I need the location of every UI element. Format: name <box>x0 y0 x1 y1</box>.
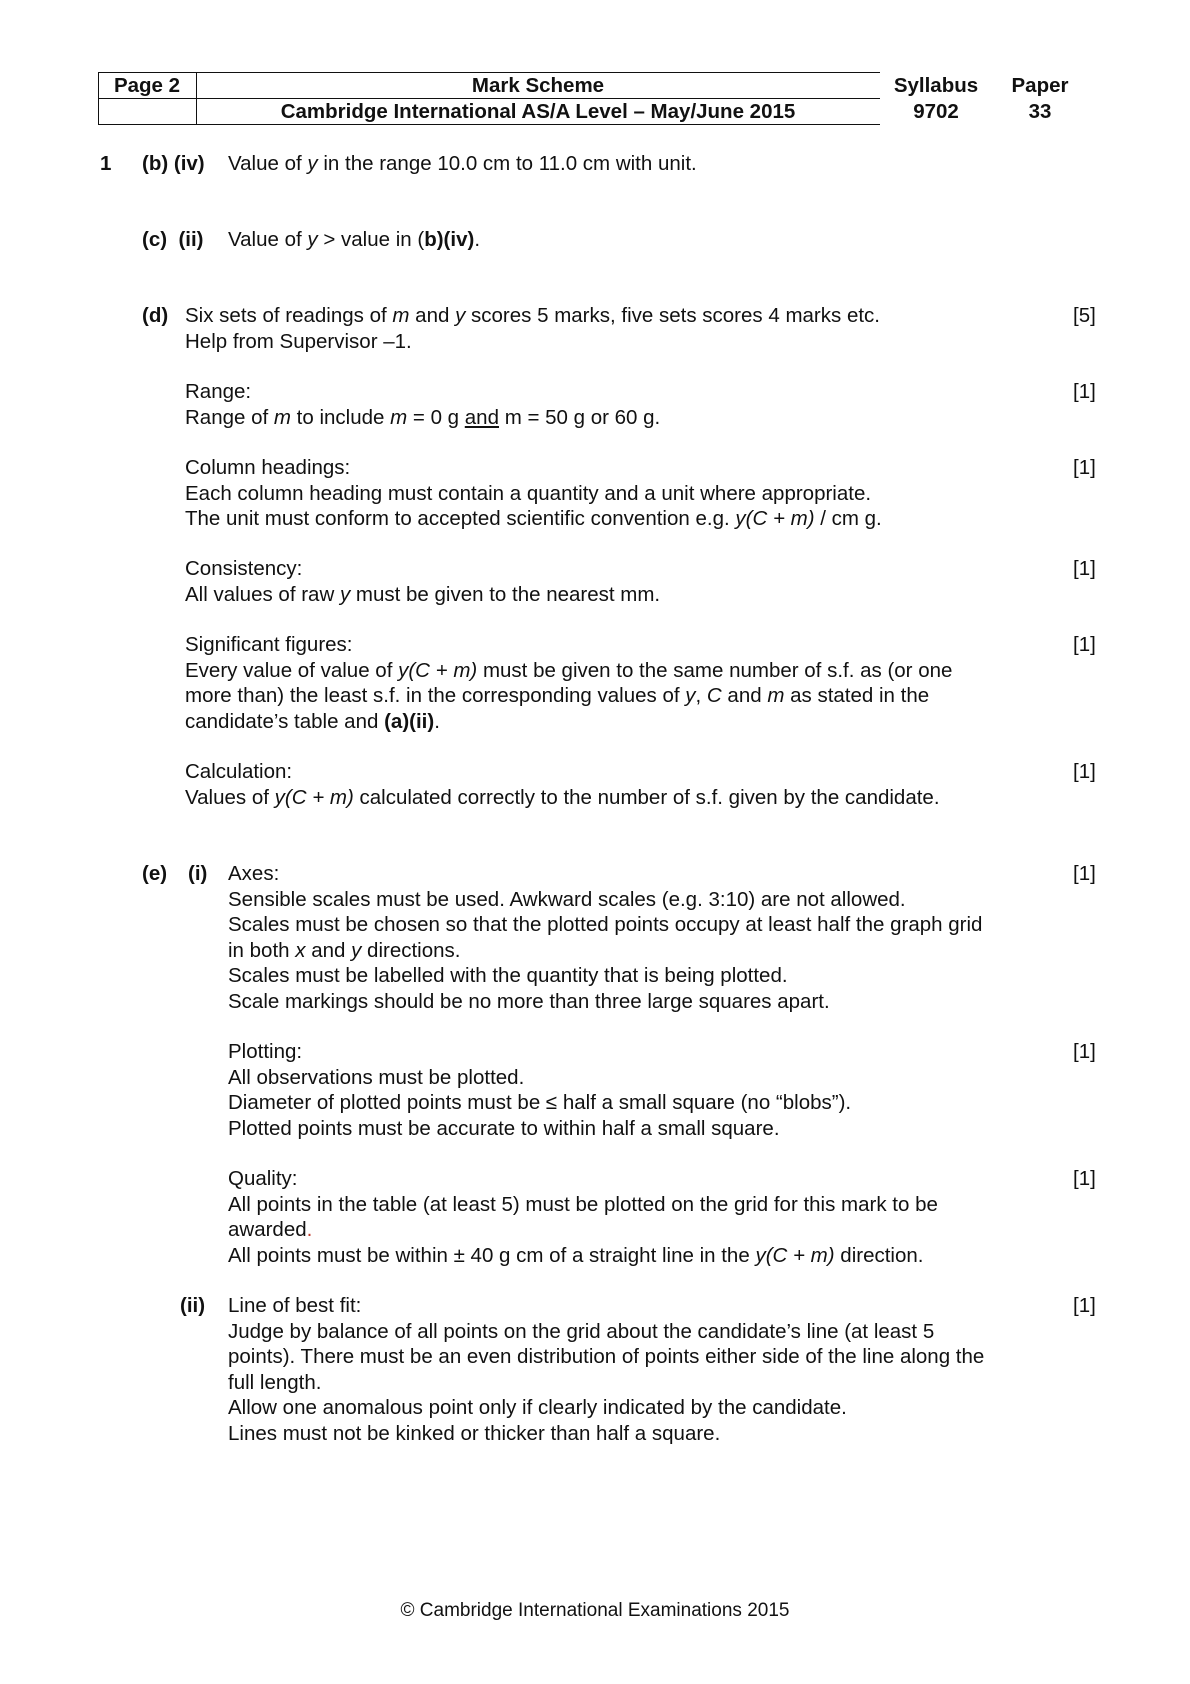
part-e-ii-label: (ii) <box>180 1294 206 1317</box>
part-d-label: (d) <box>142 304 169 327</box>
consistency-block: Consistency: All values of raw y must be given to the nearest mm. <box>185 557 661 606</box>
column-headings-mark: [1] <box>1073 456 1096 479</box>
document-title: Mark Scheme <box>471 74 605 97</box>
axes-mark: [1] <box>1073 862 1096 885</box>
consistency-mark: [1] <box>1073 557 1096 580</box>
question-number: 1 <box>100 152 112 175</box>
syllabus-label: Syllabus <box>893 74 979 97</box>
calculation-mark: [1] <box>1073 760 1096 783</box>
part-b-iv-label: (b) (iv) <box>142 152 205 175</box>
significant-figures-mark: [1] <box>1073 633 1096 656</box>
readings-mark: [5] <box>1073 304 1096 327</box>
best-fit-block: Line of best fit: Judge by balance of all points on the grid about the candidate’s line (at least 5 points). There must be an even distribution of points either side of the line along the full length. Allow one anomalous point only if clearly indicated by the candidate. Lines must not be kinked or thicker than half a square. <box>228 1294 985 1445</box>
page-number: Page 2 <box>113 74 181 97</box>
plotting-mark: [1] <box>1073 1040 1096 1063</box>
range-mark: [1] <box>1073 380 1096 403</box>
column-headings-block: Column headings: Each column heading must contain a quantity and a unit where appropriate. The unit must conform to accepted scientific convention e.g. y(C + m) / cm g. <box>185 456 882 530</box>
footer-copyright: © Cambridge International Examinations 2015 <box>400 1600 790 1621</box>
part-c-ii-label: (c) (ii) <box>142 228 204 251</box>
range-block: Range: Range of m to include m = 0 g and m = 50 g or 60 g. <box>185 380 661 429</box>
part-e-i-label: (i) <box>188 862 208 885</box>
part-b-iv-text: Value of y in the range 10.0 cm to 11.0 cm with unit. <box>228 152 697 175</box>
quality-block: Quality: All points in the table (at least 5) must be plotted on the grid for this mark to be awarded. All points must be within ± 40 g cm of a straight line in the y(C + m) direction. <box>228 1167 938 1267</box>
syllabus-code: 9702 <box>913 100 959 123</box>
document-subtitle: Cambridge International AS/A Level – May/June 2015 <box>280 100 796 123</box>
quality-mark: [1] <box>1073 1167 1096 1190</box>
significant-figures-block: Significant figures: Every value of value of y(C + m) must be given to the same number of s.f. as (or one more than) the least s.f. in the corresponding values of y, C and m as stated in the candidate’s table and (a)(ii). <box>185 633 953 733</box>
part-c-ii-text: Value of y > value in (b)(iv). <box>228 228 481 251</box>
plotting-block: Plotting: All observations must be plotted. Diameter of plotted points must be ≤ half a small square (no “blobs”). Plotted points must be accurate to within half a small square. <box>228 1040 852 1140</box>
best-fit-mark: [1] <box>1073 1294 1096 1317</box>
readings-text: Six sets of readings of m and y scores 5 marks, five sets scores 4 marks etc. Help from Supervisor –1. <box>185 304 880 353</box>
axes-block: Axes: Sensible scales must be used. Awkward scales (e.g. 3:10) are not allowed. Scales must be chosen so that the plotted points occupy at least half the graph grid in both x and y directions. Scales must be labelled with the quantity that is being plotted. Scale markings should be no more than three large squares apart. <box>228 862 983 1013</box>
calculation-block: Calculation: Values of y(C + m) calculated correctly to the number of s.f. given by the candidate. <box>185 760 940 809</box>
paper-code: 33 <box>1028 100 1052 123</box>
paper-label: Paper <box>1011 74 1069 97</box>
part-e-label: (e) <box>142 862 168 885</box>
